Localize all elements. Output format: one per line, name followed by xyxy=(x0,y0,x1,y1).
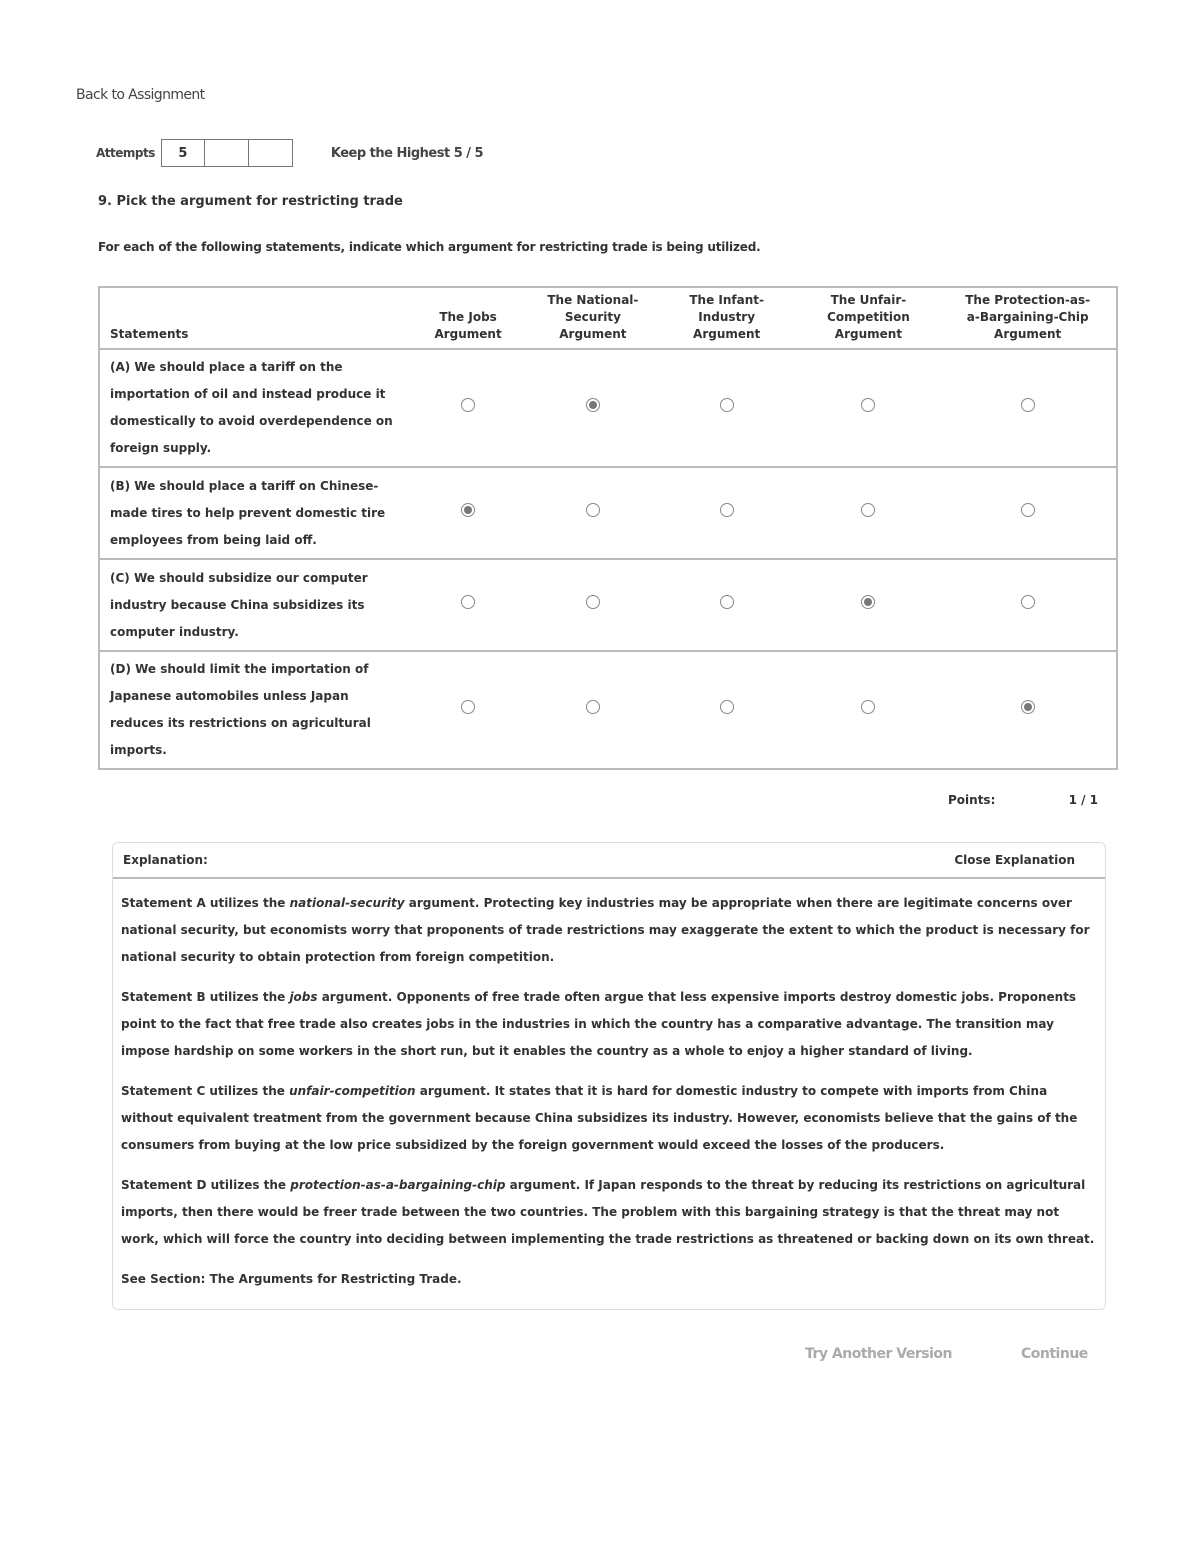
points-label: Points: xyxy=(948,793,996,807)
radio-d-bargaining-chip[interactable] xyxy=(1021,700,1035,714)
radio-b-unfair-competition[interactable] xyxy=(861,503,875,517)
attempt-box-3 xyxy=(249,139,293,167)
radio-a-national-security[interactable] xyxy=(586,398,600,412)
explanation-panel xyxy=(112,842,1106,1310)
explanation-statement-d: Statement D utilizes the protection-as-a-bargaining-chip argument. If Japan responds to the threat by reducing its restrictions on agricultural imports, then there would be freer trade between the two countries. The problem with this bargaining strategy is that the threat may not work, which will force the country into deciding between implementing the trade restrictions as threatened or backing down on its own threat. xyxy=(121,1178,1095,1246)
explanation-body xyxy=(113,879,1105,1293)
column-header-jobs: The Jobs Argument xyxy=(406,287,530,349)
attempts-bar xyxy=(96,139,483,167)
points-value: 1 / 1 xyxy=(1068,793,1098,807)
radio-a-bargaining-chip[interactable] xyxy=(1021,398,1035,412)
column-header-infant-industry: The Infant- Industry Argument xyxy=(656,287,798,349)
grid-header-row xyxy=(99,287,1117,349)
radio-d-unfair-competition[interactable] xyxy=(861,700,875,714)
radio-d-infant-industry[interactable] xyxy=(720,700,734,714)
close-explanation-button[interactable]: Close Explanation xyxy=(954,853,1075,867)
radio-a-infant-industry[interactable] xyxy=(720,398,734,412)
radio-c-unfair-competition[interactable] xyxy=(861,595,875,609)
explanation-statement-b: Statement B utilizes the jobs argument. Opponents of free trade often argue that less expensive imports destroy domestic jobs. Proponents point to the fact that free trade also creates jobs in the industries in which the country has a comparative advantage. The transition may impose hardship on some workers in the short run, but it enables the country as a whole to enjoy a higher standard of living. xyxy=(121,990,1077,1058)
explanation-statement-a: Statement A utilizes the national-security argument. Protecting key industries may be appropriate when there are legitimate concerns over national security, but economists worry that proponents of trade restrictions may exaggerate the extent to which the product is necessary for national security to obtain protection from foreign competition. xyxy=(121,896,1090,964)
statement-row-a xyxy=(99,349,1117,467)
radio-c-infant-industry[interactable] xyxy=(720,595,734,609)
try-another-version-button[interactable]: Try Another Version xyxy=(805,1346,952,1362)
explanation-statement-c: Statement C utilizes the unfair-competition argument. It states that it is hard for domestic industry to compete with imports from China without equivalent treatment from the government because China subsidizes its industry. However, economists believe that the gains of the consumers from buying at the low price subsidized by the foreign government would exceed the losses of the producers. xyxy=(121,1084,1078,1152)
radio-b-bargaining-chip[interactable] xyxy=(1021,503,1035,517)
column-header-bargaining-chip: The Protection-as- a-Bargaining-Chip Argument xyxy=(939,287,1117,349)
statement-row-c xyxy=(99,559,1117,651)
explanation-header xyxy=(113,843,1105,879)
explanation-title: Explanation: xyxy=(123,853,208,867)
radio-b-jobs[interactable] xyxy=(461,503,475,517)
radio-a-unfair-competition[interactable] xyxy=(861,398,875,412)
answer-grid xyxy=(98,286,1118,770)
attempt-box-1: 5 xyxy=(161,139,205,167)
radio-c-jobs[interactable] xyxy=(461,595,475,609)
question-instructions: For each of the following statements, indicate which argument for restricting trade is being utilized. xyxy=(98,240,761,254)
statement-text: (A) We should place a tariff on the importation of oil and instead produce it domestically to avoid overdependence on foreign supply. xyxy=(99,349,406,467)
radio-b-national-security[interactable] xyxy=(586,503,600,517)
attempt-box-2 xyxy=(205,139,249,167)
statement-text: (D) We should limit the importation of Japanese automobiles unless Japan reduces its restrictions on agricultural imports. xyxy=(110,662,371,757)
radio-d-jobs[interactable] xyxy=(461,700,475,714)
radio-c-bargaining-chip[interactable] xyxy=(1021,595,1035,609)
continue-button[interactable]: Continue xyxy=(1021,1346,1088,1362)
radio-b-infant-industry[interactable] xyxy=(720,503,734,517)
column-header-national-security: The National- Security Argument xyxy=(530,287,656,349)
statement-row-d xyxy=(99,651,1117,769)
radio-c-national-security[interactable] xyxy=(586,595,600,609)
back-to-assignment-link[interactable]: Back to Assignment xyxy=(76,87,205,103)
radio-d-national-security[interactable] xyxy=(586,700,600,714)
radio-a-jobs[interactable] xyxy=(461,398,475,412)
statement-row-b xyxy=(99,467,1117,559)
attempts-label: Attempts xyxy=(96,146,155,160)
keep-highest-label: Keep the Highest 5 / 5 xyxy=(330,145,484,161)
points-display xyxy=(948,793,1098,807)
column-header-unfair-competition: The Unfair- Competition Argument xyxy=(798,287,940,349)
statements-header: Statements xyxy=(99,287,406,349)
statement-text: (B) We should place a tariff on Chinese-made tires to help prevent domestic tire employees from being laid off. xyxy=(99,467,406,559)
statement-text: (C) We should subsidize our computer industry because China subsidizes its computer industry. xyxy=(99,559,406,651)
question-title: 9. Pick the argument for restricting trade xyxy=(98,194,403,209)
see-section-reference: See Section: The Arguments for Restricting Trade. xyxy=(121,1272,462,1286)
